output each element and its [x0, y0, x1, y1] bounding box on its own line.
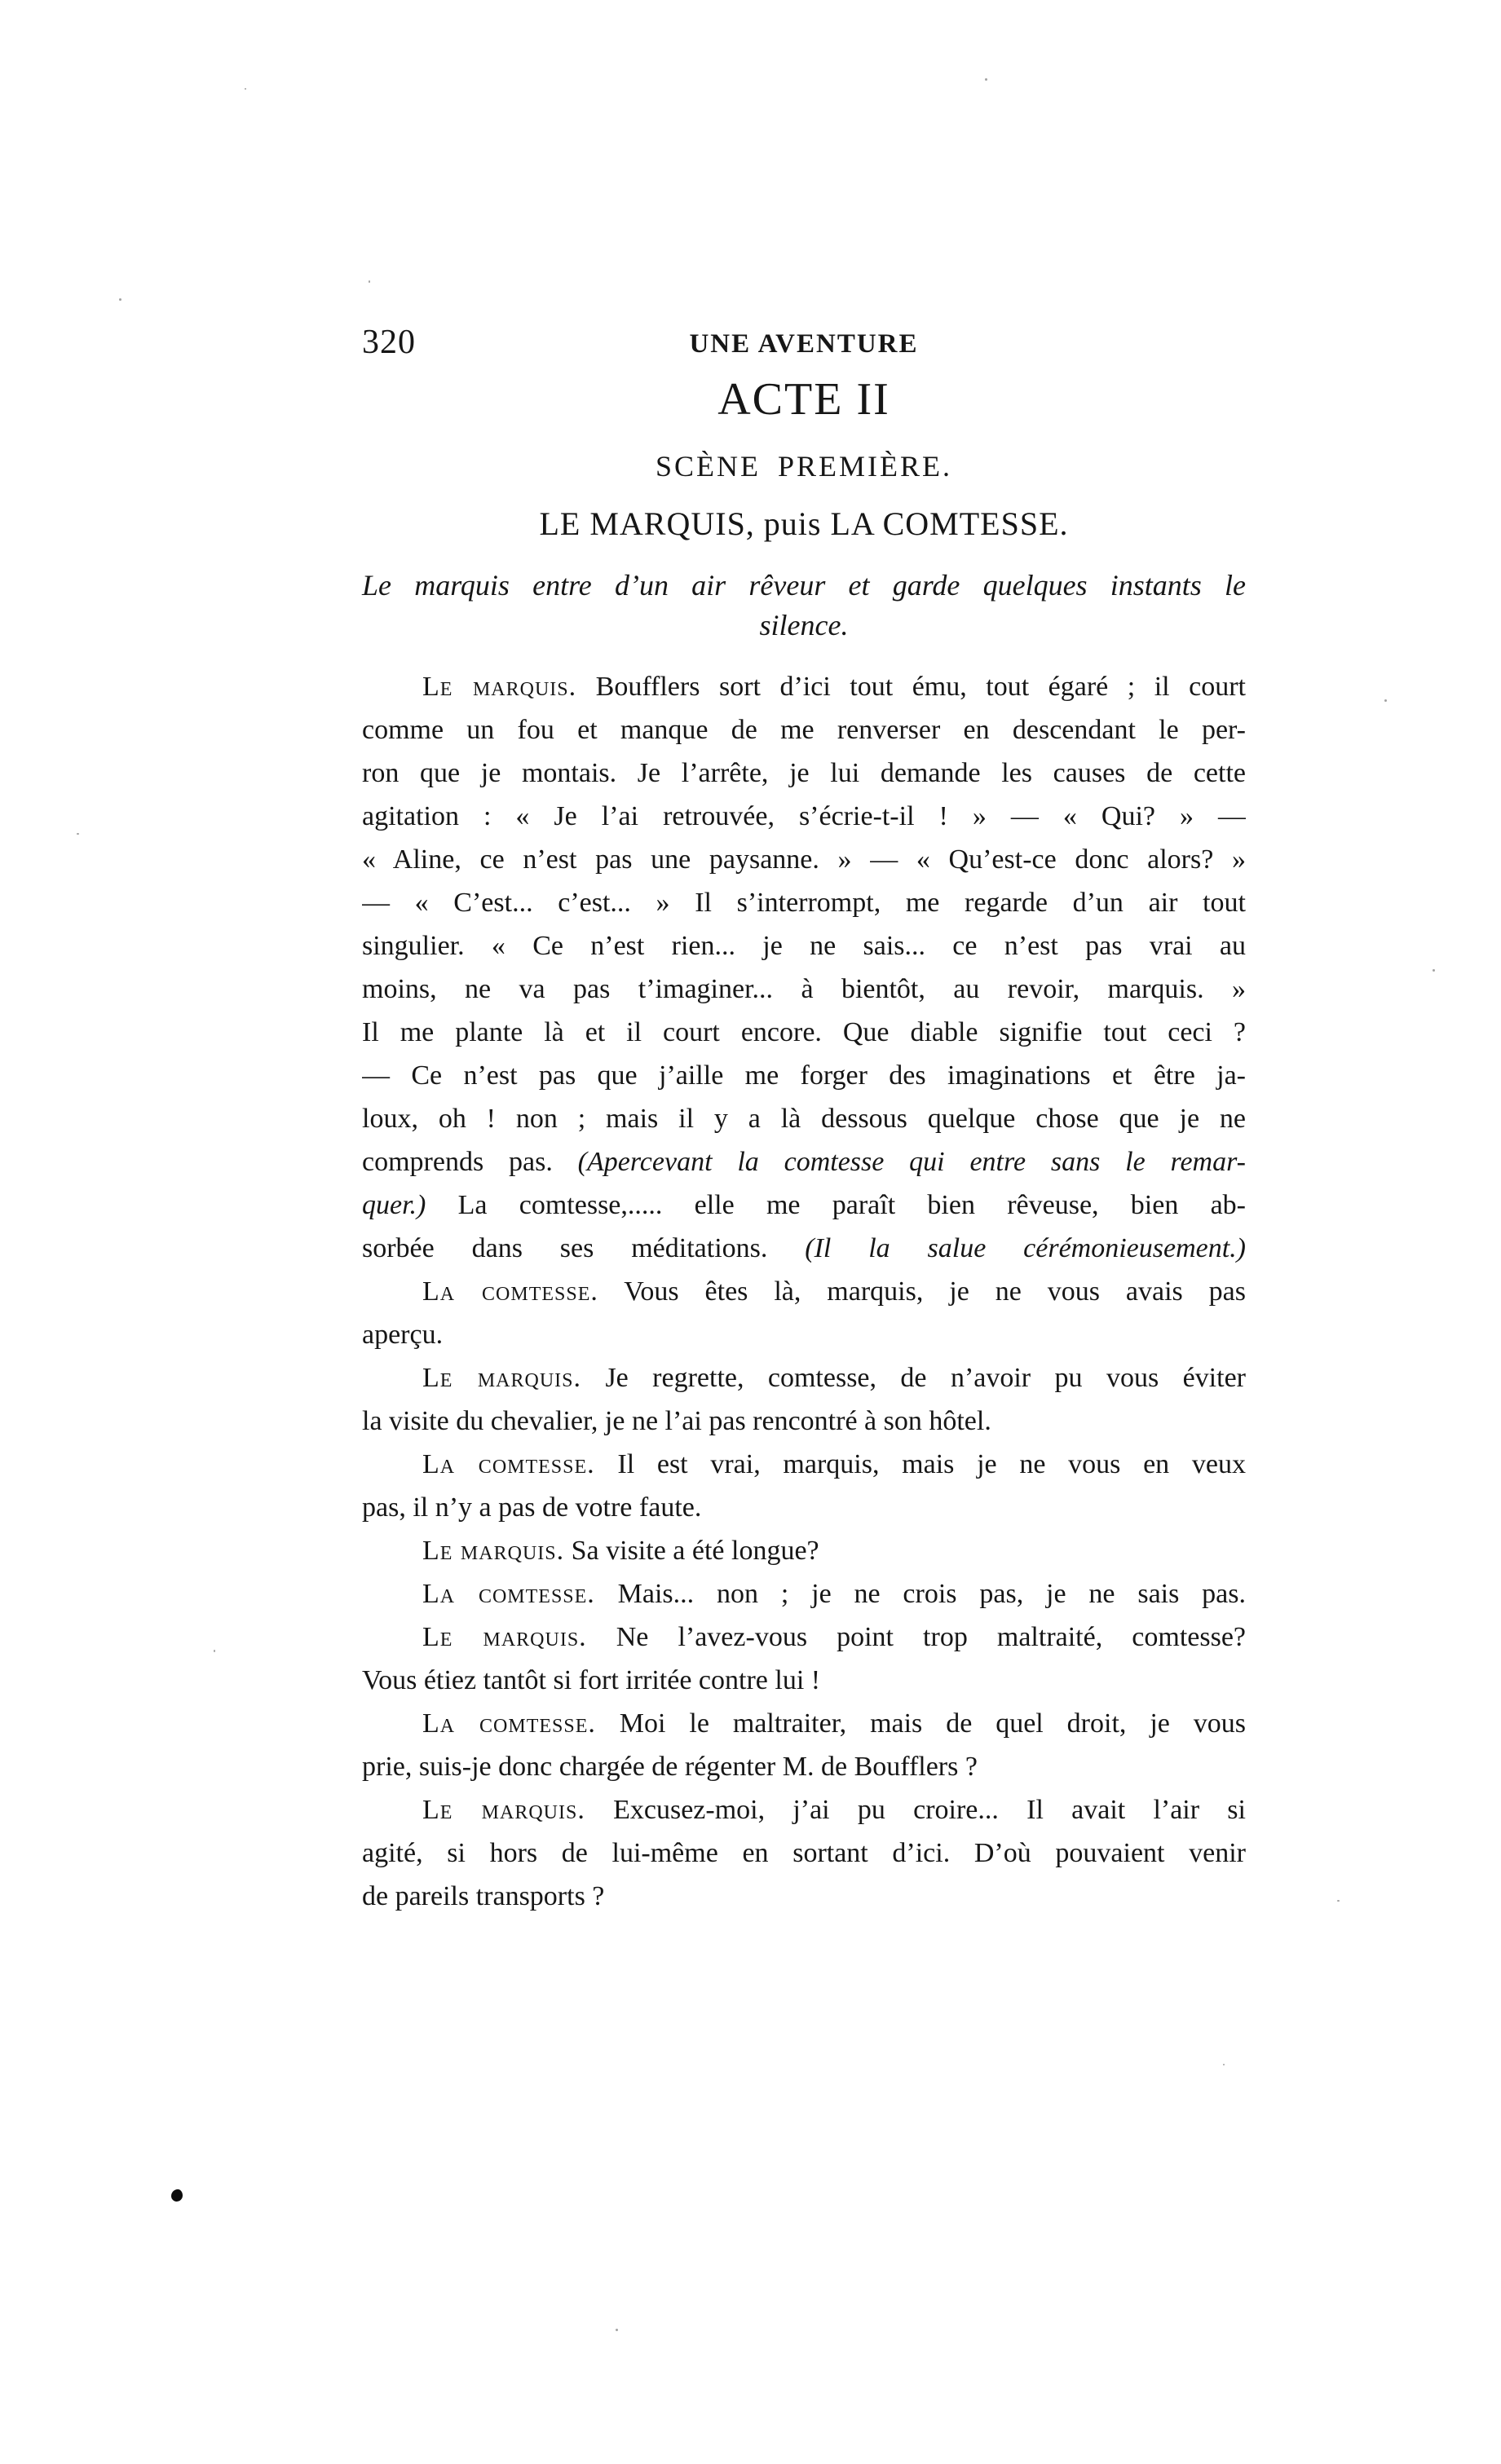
scan-speck	[1223, 2064, 1225, 2065]
speaker-label: La comtesse.	[422, 1276, 598, 1307]
text-line	[362, 1097, 1246, 1140]
line-text: de pareils transports ?	[362, 1881, 605, 1911]
speaker-label: La comtesse.	[422, 1579, 595, 1609]
text-line	[362, 881, 1246, 924]
ink-blot	[171, 2189, 183, 2202]
line-text: La comtesse,..... elle me paraît bien rêveuse, bien ab-	[426, 1190, 1246, 1220]
line-text: moins, ne va pas t’imaginer... à bientôt, au revoir, marquis. »	[362, 974, 1246, 1004]
line-text: Il me plante là et il court encore. Que diable signifie tout ceci ?	[362, 1017, 1246, 1047]
text-line	[362, 1011, 1246, 1054]
line-text: Vous étiez tantôt si fort irritée contre lui !	[362, 1665, 821, 1695]
speaker-label: La comtesse.	[422, 1708, 596, 1739]
text-line	[362, 1140, 1246, 1184]
scan-speck	[214, 1650, 215, 1652]
text-line	[362, 1831, 1246, 1875]
stage-direction-line: Le marquis entre d’un air rêveur et garde quelques instants le	[362, 569, 1246, 602]
text-line	[362, 665, 1246, 708]
scan-speck	[119, 298, 121, 301]
line-text: la visite du chevalier, je ne l’ai pas rencontré à son hôtel.	[362, 1406, 991, 1436]
text-line	[362, 1399, 1246, 1443]
text-line	[362, 1054, 1246, 1097]
dialogue-text	[362, 665, 1246, 1918]
act-title: ACTE II	[717, 374, 890, 425]
text-line	[362, 1659, 1246, 1702]
line-text: agité, si hors de lui-même en sortant d’ici. D’où pouvaient venir	[362, 1838, 1246, 1868]
scan-speck	[1384, 699, 1387, 702]
line-text: — Ce n’est pas que j’aille me forger des imaginations et être ja-	[362, 1060, 1246, 1091]
text-line	[362, 1443, 1246, 1486]
text-line	[362, 795, 1246, 838]
line-text: quer.)	[362, 1190, 426, 1220]
scan-speck	[1433, 969, 1435, 972]
line-text: agitation : « Je l’ai retrouvée, s’écrie-t-il ! » — « Qui? » —	[362, 801, 1246, 831]
line-text: singulier. « Ce n’est rien... je ne sais... ce n’est pas vrai au	[362, 931, 1246, 961]
line-text: (Il la salue cérémonieusement.)	[805, 1233, 1246, 1263]
stage-direction	[362, 566, 1246, 646]
text-line	[362, 1270, 1246, 1313]
text-line	[362, 1572, 1246, 1615]
text-line	[362, 838, 1246, 881]
line-text: comme un fou et manque de me renverser en descendant le per-	[362, 715, 1246, 745]
scan-speck	[616, 2329, 618, 2331]
text-line	[362, 1745, 1246, 1788]
scene-title: SCÈNE PREMIÈRE.	[655, 450, 953, 483]
line-text: pas, il n’y a pas de votre faute.	[362, 1492, 702, 1523]
text-line	[362, 968, 1246, 1011]
speaker-label: Le marquis.	[422, 1795, 585, 1825]
text-line	[362, 1184, 1246, 1227]
line-text: Excusez-moi, j’ai pu croire... Il avait l’air si	[585, 1795, 1246, 1825]
line-text: prie, suis-je donc chargée de régenter M. de Boufflers ?	[362, 1752, 978, 1782]
line-text: ron que je montais. Je l’arrête, je lui demande les causes de cette	[362, 758, 1246, 788]
text-line	[362, 708, 1246, 752]
line-text: — « C’est... c’est... » Il s’interrompt, me regarde d’un air tout	[362, 888, 1246, 918]
line-text: Je regrette, comtesse, de n’avoir pu vous éviter	[581, 1363, 1246, 1393]
line-text: Mais... non ; je ne crois pas, je ne sais pas.	[594, 1579, 1246, 1609]
characters-line: LE MARQUIS, puis LA COMTESSE.	[539, 505, 1069, 542]
text-line	[362, 1702, 1246, 1745]
stage-direction-line: silence.	[759, 609, 849, 641]
line-text: Ne l’avez-vous point trop maltraité, comtesse?	[586, 1622, 1246, 1652]
text-line	[362, 1313, 1246, 1356]
speaker-label: La comtesse.	[422, 1449, 595, 1479]
page-header	[362, 323, 1246, 365]
line-text: Boufflers sort d’ici tout ému, tout égaré ; il court	[576, 672, 1246, 702]
scan-speck	[1337, 1900, 1340, 1902]
line-text: loux, oh ! non ; mais il y a là dessous quelque chose que je ne	[362, 1104, 1246, 1134]
line-text: Il est vrai, marquis, mais je ne vous en veux	[594, 1449, 1246, 1479]
speaker-label: Le marquis.	[422, 1622, 587, 1652]
text-line	[362, 1227, 1246, 1270]
line-text: « Aline, ce n’est pas une paysanne. » — « Qu’est-ce donc alors? »	[362, 844, 1246, 875]
line-text: sorbée dans ses méditations.	[362, 1233, 806, 1263]
line-text: comprends pas.	[362, 1147, 578, 1177]
text-line	[362, 924, 1246, 968]
text-line	[362, 1486, 1246, 1529]
line-text: Sa visite a été longue?	[564, 1536, 819, 1566]
speaker-label: Le marquis.	[422, 1536, 565, 1566]
line-text: (Apercevant la comtesse qui entre sans le remar-	[577, 1147, 1246, 1177]
scan-speck	[369, 280, 370, 283]
scan-speck	[77, 833, 79, 835]
line-text: aperçu.	[362, 1320, 444, 1350]
scan-speck	[245, 88, 246, 90]
running-head: UNE AVENTURE	[689, 329, 919, 359]
speaker-label: Le marquis.	[422, 672, 577, 702]
text-line	[362, 1615, 1246, 1659]
speaker-label: Le marquis.	[422, 1363, 582, 1393]
text-line	[362, 752, 1246, 795]
text-line	[362, 1356, 1246, 1399]
text-line	[362, 1788, 1246, 1831]
text-line	[362, 1875, 1246, 1918]
page-number: 320	[362, 324, 416, 361]
line-text: Moi le maltraiter, mais de quel droit, je vous	[595, 1708, 1246, 1739]
scan-speck	[985, 78, 987, 81]
text-line	[362, 1529, 1246, 1572]
line-text: Vous êtes là, marquis, je ne vous avais pas	[598, 1276, 1246, 1307]
